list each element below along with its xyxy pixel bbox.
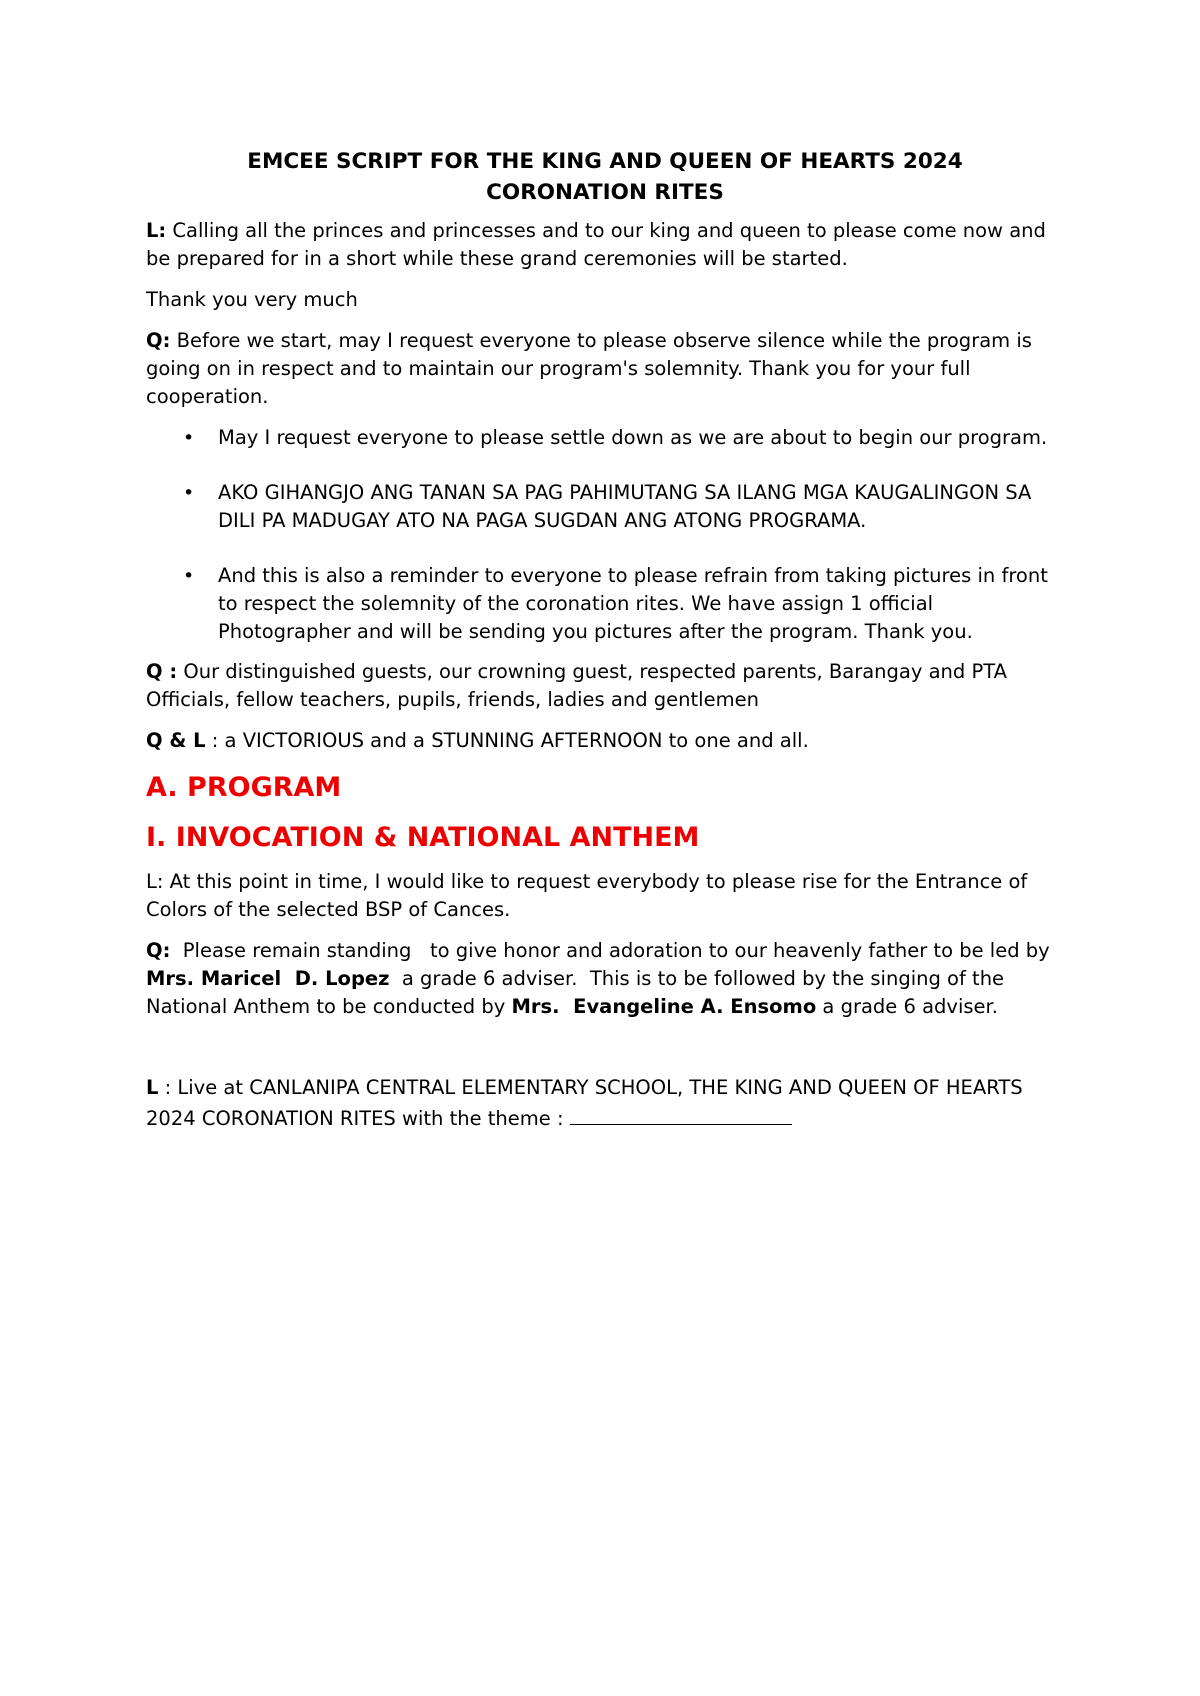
title-line-1: EMCEE SCRIPT FOR THE KING AND QUEEN OF HEARTS 2024: [247, 149, 963, 174]
list-item-text: AKO GIHANGJO ANG TANAN SA PAG PAHIMUTANG SA ILANG MGA KAUGALINGON SA DILI PA MADUGAY ATO NA PAGA SUGDAN ANG ATONG PROGRAMA.: [218, 481, 1032, 532]
list-item: [146, 479, 1064, 535]
name-anthem-conductor: Mrs. Evangeline A. Ensomo: [511, 995, 817, 1018]
reminder-list: [146, 424, 1064, 646]
list-item-text: And this is also a reminder to everyone to please refrain from taking pictures in front to respect the solemnity of the coronation rites. We have assign 1 official Photographer and will be sending you pictures after the program. Thank you.: [218, 564, 1048, 643]
paragraph-text: Please remain standing to give honor and adoration to our heavenly father to be led by: [170, 939, 1056, 962]
speaker-label: Q :: [146, 660, 178, 683]
speaker-label: Q:: [146, 329, 171, 352]
heading-program: A. PROGRAM: [146, 772, 342, 803]
paragraph-text: Calling all the princes and princesses and to our king and queen to please come now and be prepared for in a short while these grand ceremonies will be started.: [146, 219, 1046, 270]
theme-blank-line: [570, 1102, 792, 1125]
paragraph-national-anthem: [146, 937, 1064, 1021]
speaker-label: L:: [146, 219, 167, 242]
speaker-label: Q:: [146, 939, 171, 962]
paragraph-entrance-colors: [146, 868, 1064, 924]
name-invocation-leader: Mrs. Maricel D. Lopez: [146, 967, 390, 990]
paragraph-afternoon-greeting: [146, 727, 1064, 755]
speaker-label: Q & L: [146, 729, 206, 752]
paragraph-text: a grade 6 adviser.: [816, 995, 998, 1018]
list-item: [146, 562, 1064, 646]
list-item: [146, 424, 1064, 452]
paragraph-text: : At this point in time, I would like to request everybody to please rise for the Entrance of Colors of the selected BSP of Cances.: [146, 870, 1028, 921]
paragraph-text: : Live at CANLANIPA CENTRAL ELEMENTARY SCHOOL, THE KING AND QUEEN OF HEARTS 2024 CORONATION RITES with the theme :: [146, 1076, 1023, 1130]
paragraph-text: Thank you very much: [146, 288, 358, 311]
document-title: [146, 146, 1064, 208]
paragraph-observe-silence: [146, 327, 1064, 411]
title-line-2: CORONATION RITES: [486, 180, 724, 205]
paragraph-live-theme: [146, 1074, 1064, 1133]
document-body: [146, 146, 1064, 1146]
paragraph-text: : a VICTORIOUS and a STUNNING AFTERNOON to one and all.: [205, 729, 809, 752]
bullet-icon: •: [183, 565, 195, 587]
speaker-label: L: [146, 1076, 159, 1099]
paragraph-text: Before we start, may I request everyone to please observe silence while the program is going on in respect and to maintain our program's solemnity. Thank you for your full cooperation.: [146, 329, 1032, 408]
heading-invocation: I. INVOCATION & NATIONAL ANTHEM: [146, 822, 700, 853]
bullet-icon: •: [183, 482, 195, 504]
bullet-icon: •: [183, 427, 195, 449]
spacer: [146, 1034, 1064, 1074]
paragraph-call-participants: [146, 217, 1064, 273]
paragraph-thank-you: [146, 286, 1064, 314]
paragraph-greeting-guests: [146, 658, 1064, 714]
speaker-label: L: [146, 870, 157, 893]
list-item-text: May I request everyone to please settle down as we are about to begin our program.: [218, 426, 1048, 449]
paragraph-text: Our distinguished guests, our crowning guest, respected parents, Barangay and PTA Officials, fellow teachers, pupils, friends, ladies and gentlemen: [146, 660, 1007, 711]
paragraph-text: a grade 6 adviser. This is to be followed by the singing of the National Anthem to be conducted by: [146, 967, 1011, 1018]
